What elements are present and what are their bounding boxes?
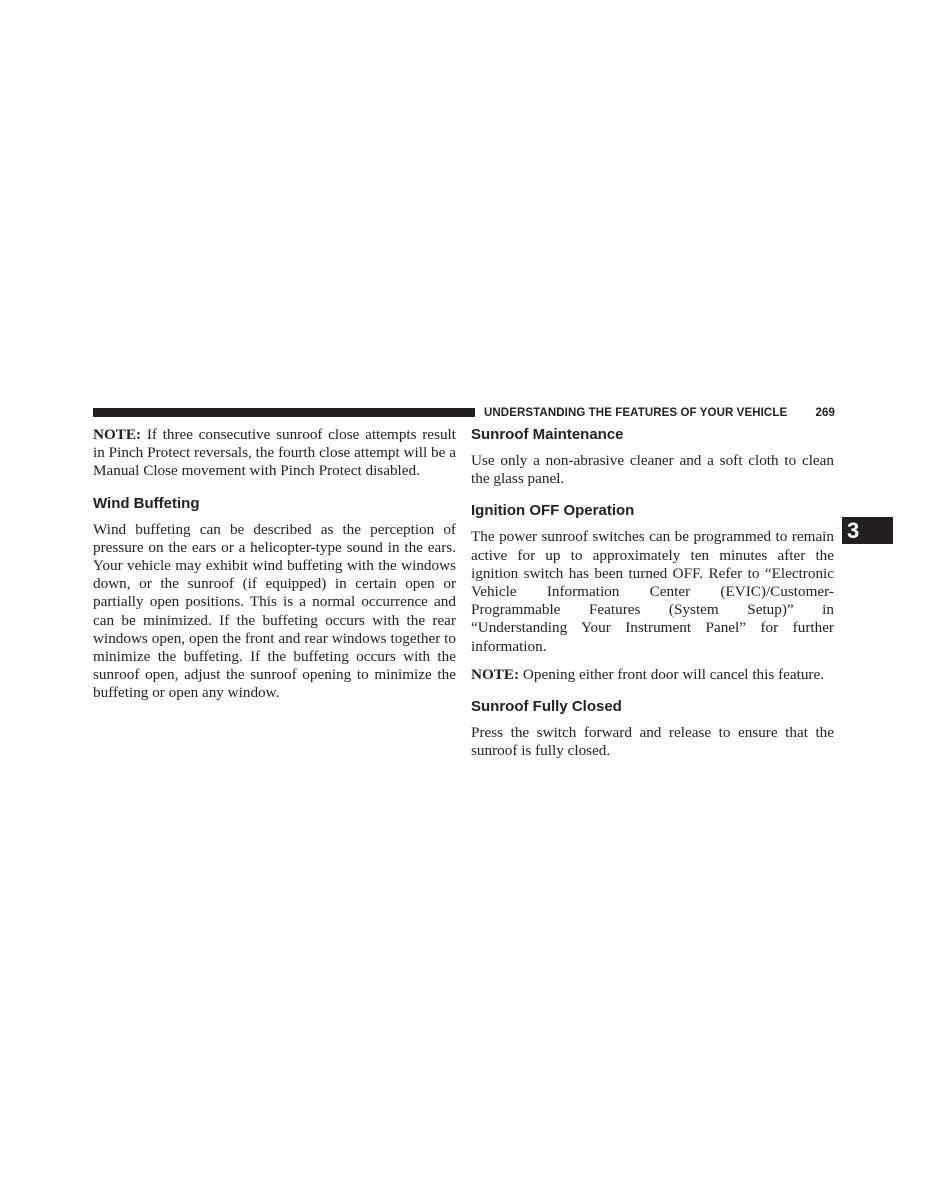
page-number: 269 — [815, 407, 835, 419]
ignition-off-heading: Ignition OFF Operation — [471, 502, 635, 520]
header-rule — [93, 408, 475, 417]
sunroof-maintenance-heading: Sunroof Maintenance — [471, 426, 624, 443]
front-door-note — [471, 666, 834, 684]
wind-buffeting-heading: Wind Buffeting — [93, 494, 200, 512]
wind-buffeting-paragraph: Wind buffeting can be described as the perception of pressure on the ears or a helicopter-type sound in the ears. Your vehicle may exhibit wind buffeting with the windows down, or the sunroof (if equipped) in certain open or partially open positions. This is a normal occurrence and can be minimized. If the buffeting occurs with the rear windows open, open the front and rear windows together to minimize the buffeting. If the buffeting occurs with the sunroof open, adjust the sunroof opening to minimize the buffeting or open any window. — [93, 520, 456, 702]
ignition-off-paragraph: The power sunroof switches can be programmed to remain active for up to approximately ten minutes after the ignition switch has been turned OFF. Refer to “Electronic Vehicle Information Center (EVIC)/Customer-Programmable Features (System Setup)” in “Understanding Your Instrument Panel” for further information. — [471, 528, 834, 655]
sunroof-fully-closed-heading: Sunroof Fully Closed — [471, 698, 622, 716]
chapter-tab: 3 — [842, 517, 893, 544]
running-title: UNDERSTANDING THE FEATURES OF YOUR VEHICLE — [484, 407, 788, 419]
sunroof-fully-closed-paragraph: Press the switch forward and release to ensure that the sunroof is fully closed. — [471, 724, 834, 760]
note-text: If three consecutive sunroof close attempts result in Pinch Protect reversals, the fourth close attempt will be a Manual Close movement with Pinch Protect disabled. — [93, 426, 456, 480]
right-column — [471, 426, 834, 760]
running-header — [484, 405, 835, 421]
sunroof-maintenance-paragraph: Use only a non-abrasive cleaner and a soft cloth to clean the glass panel. — [471, 452, 834, 488]
note-label: NOTE: — [93, 426, 142, 443]
pinch-protect-note — [93, 426, 456, 481]
left-column — [93, 426, 456, 703]
note-text: Opening either front door will cancel this feature. — [519, 665, 825, 683]
note-label: NOTE: — [471, 665, 520, 683]
